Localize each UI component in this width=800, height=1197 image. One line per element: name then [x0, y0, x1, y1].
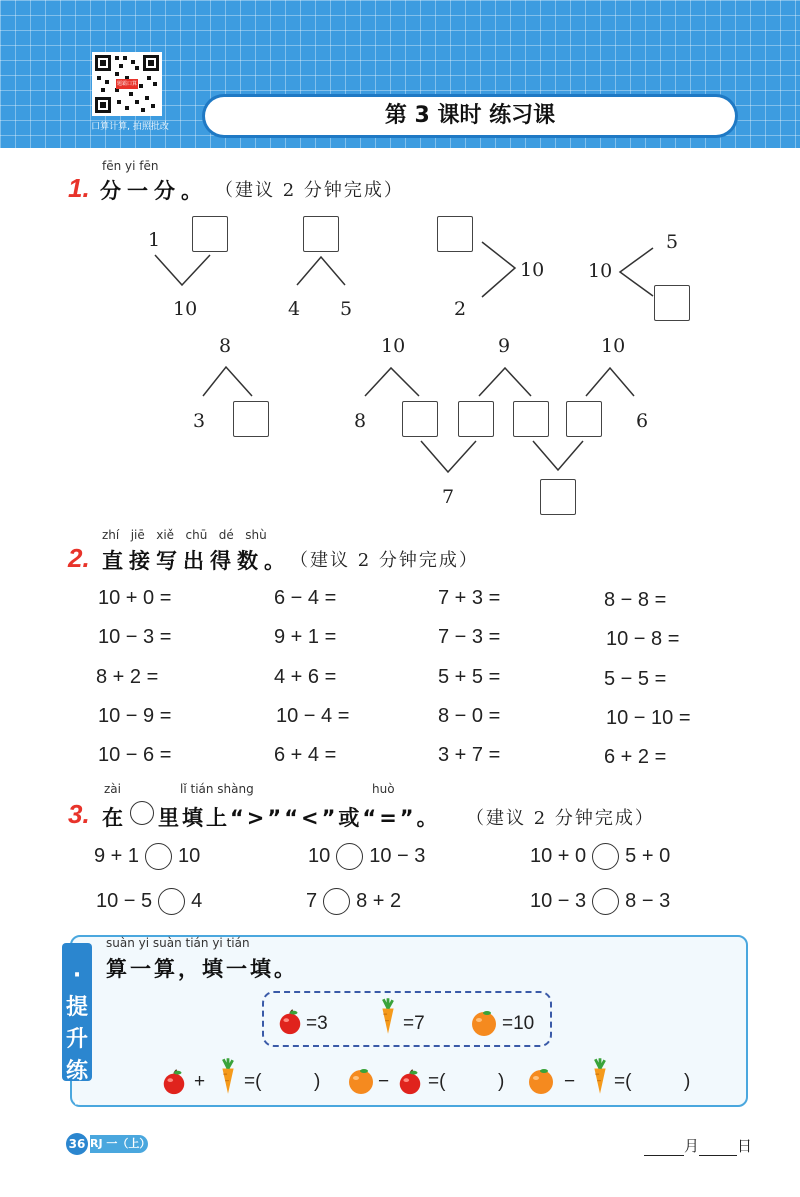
expr3-eq: =(	[614, 1071, 632, 1092]
q3-right: 5 + 0	[625, 844, 671, 867]
q1-pinyin: fēn yi fēn	[102, 159, 159, 173]
q2-expr: 8 + 2 =	[96, 666, 159, 688]
extra-text: 算一算，填一填。	[106, 957, 298, 981]
expr2-eq: =(	[428, 1071, 446, 1092]
q3-answer-circle[interactable]	[158, 888, 185, 915]
q3-item	[530, 843, 670, 870]
apple-icon	[160, 1068, 188, 1096]
q1-t7-answer-box-left[interactable]	[458, 401, 494, 437]
q3-pinyin-c: huò	[372, 782, 395, 796]
expr1-op: +	[194, 1071, 206, 1092]
qr-caption: 口算计算, 拍照批改	[91, 122, 169, 132]
expr1-close: )	[314, 1071, 321, 1092]
expr1-answer-slot[interactable]	[266, 1068, 310, 1094]
q1-t6-left: 8	[354, 410, 367, 432]
qr-inner-label: 题霸口算	[116, 81, 137, 87]
q3-left: 10 − 5	[96, 889, 153, 912]
q3-left: 10 + 0	[530, 844, 587, 867]
q3-item	[308, 843, 425, 870]
apple-icon	[396, 1068, 424, 1096]
q3-pinyin-a: zài	[104, 782, 121, 796]
q1-t5-answer-box[interactable]	[233, 401, 269, 437]
q1-t3-bottom: 2	[454, 298, 467, 320]
q1-t2-left: 4	[288, 298, 301, 320]
q1-t6-answer-box[interactable]	[402, 401, 438, 437]
q2-pinyin-3: xiě	[156, 528, 175, 542]
q3-left: 7	[306, 889, 318, 912]
q2-expr: 10 − 10 =	[606, 707, 691, 729]
legend-apple-value: =3	[306, 1013, 328, 1034]
q3-right: 10 − 3	[369, 844, 426, 867]
edition-label: RJ 一（上）	[90, 1135, 148, 1153]
q2-expr: 3 + 7 =	[438, 744, 501, 766]
date-field	[644, 1135, 752, 1156]
orange-icon	[469, 1008, 499, 1038]
expr3-op: −	[564, 1071, 576, 1092]
carrot-icon	[586, 1056, 614, 1096]
q1-t1-known: 1	[148, 229, 161, 251]
q1-t7-top: 9	[498, 335, 511, 357]
q3-right: 10	[178, 844, 201, 867]
q3-pinyin-b: lǐ tián shàng	[180, 782, 254, 796]
q1-t2-right: 5	[340, 298, 353, 320]
q1-t5-left: 3	[193, 410, 206, 432]
q3-right: 4	[191, 889, 203, 912]
q1-tree-lines	[0, 0, 800, 530]
q2-pinyin-6: shù	[245, 528, 267, 542]
q2-expr: 6 + 4 =	[274, 744, 337, 766]
q2-expr: 9 + 1 =	[274, 626, 337, 648]
q2-expr: 8 − 8 =	[604, 589, 667, 611]
q3-left: 10 − 3	[530, 889, 587, 912]
q1-t1-total: 10	[173, 298, 198, 320]
q3-answer-circle[interactable]	[336, 843, 363, 870]
q3-answer-circle[interactable]	[592, 888, 619, 915]
q2-expr: 10 − 8 =	[606, 628, 680, 650]
page-number: 36	[66, 1133, 88, 1155]
q2-pinyin-4: chū	[185, 528, 208, 542]
q1-t7-answer-box-right[interactable]	[513, 401, 549, 437]
carrot-icon	[214, 1056, 242, 1096]
legend-orange-value: =10	[502, 1013, 535, 1034]
q3-text-b: 里填上“>”“<”或“=”。	[158, 806, 441, 830]
day-blank[interactable]	[699, 1139, 737, 1156]
carrot-icon	[374, 997, 402, 1035]
apple-icon	[276, 1008, 304, 1036]
orange-icon	[526, 1066, 556, 1096]
q2-pinyin-1: zhí	[102, 528, 120, 542]
q3-hint: （建议 2 分钟完成）	[466, 808, 655, 829]
month-blank[interactable]	[644, 1139, 684, 1156]
q3-answer-circle[interactable]	[592, 843, 619, 870]
month-label: 月	[684, 1137, 700, 1155]
expr3-answer-slot[interactable]	[636, 1068, 680, 1094]
lesson-title: 第 3 课时 练习课	[384, 103, 556, 128]
q3-right: 8 − 3	[625, 889, 671, 912]
q2-text: 直接写出得数。	[102, 549, 291, 573]
q3-item	[306, 888, 401, 915]
q2-expr: 5 − 5 =	[604, 668, 667, 690]
q1-t6-top: 10	[381, 335, 406, 357]
q1-t3-total: 10	[520, 259, 545, 281]
expr2-close: )	[498, 1071, 505, 1092]
q2-pinyin-5: dé	[218, 528, 234, 542]
q2-expr: 7 + 3 =	[438, 587, 501, 609]
q1-t4-total: 10	[588, 260, 613, 282]
q1-t5-top: 8	[219, 335, 232, 357]
q1-t2-answer-box[interactable]	[303, 216, 339, 252]
q1-t8-right: 6	[636, 410, 649, 432]
expr1-eq: =(	[244, 1071, 262, 1092]
q2-expr: 4 + 6 =	[274, 666, 337, 688]
q3-item	[96, 888, 202, 915]
q2-expr: 5 + 5 =	[438, 666, 501, 688]
q3-left: 10	[308, 844, 331, 867]
q2-hint: （建议 2 分钟完成）	[290, 550, 479, 571]
q3-item	[530, 888, 670, 915]
q1-t1-answer-box[interactable]	[192, 216, 228, 252]
expr2-answer-slot[interactable]	[450, 1068, 494, 1094]
q2-expr: 6 − 4 =	[274, 587, 337, 609]
orange-icon	[346, 1066, 376, 1096]
q3-text-a: 在	[102, 806, 129, 830]
q2-expr: 6 + 2 =	[604, 746, 667, 768]
q2-number: 2.	[68, 543, 90, 573]
q2-expr: 10 − 6 =	[98, 744, 172, 766]
q3-circle-symbol	[130, 801, 154, 825]
q1-t8-top: 10	[601, 335, 626, 357]
q1-hint: （建议 2 分钟完成）	[215, 180, 404, 201]
day-label: 日	[737, 1137, 753, 1155]
extra-pinyin: suàn yi suàn tián yi tián	[106, 936, 250, 950]
q3-number: 3.	[68, 799, 90, 829]
q2-expr: 8 − 0 =	[438, 705, 501, 727]
legend-carrot-value: =7	[403, 1013, 425, 1034]
q1-t10-answer-box[interactable]	[540, 479, 576, 515]
expr3-close: )	[684, 1071, 691, 1092]
q2-expr: 10 − 9 =	[98, 705, 172, 727]
q3-right: 8 + 2	[356, 889, 402, 912]
q3-left: 9 + 1	[94, 844, 140, 867]
extra-practice-label: ·提升练·	[65, 963, 88, 1116]
q1-t3-answer-box[interactable]	[437, 216, 473, 252]
q1-t4-known: 5	[666, 231, 679, 253]
q2-expr: 10 − 4 =	[276, 705, 350, 727]
q2-expr: 7 − 3 =	[438, 626, 501, 648]
q1-t8-answer-box[interactable]	[566, 401, 602, 437]
q1-t9-bottom: 7	[442, 486, 455, 508]
q3-answer-circle[interactable]	[145, 843, 172, 870]
q1-number: 1.	[68, 173, 90, 203]
q1-t4-answer-box[interactable]	[654, 285, 690, 321]
expr2-op: −	[378, 1071, 390, 1092]
q3-answer-circle[interactable]	[323, 888, 350, 915]
q1-text: 分一分。	[100, 179, 208, 203]
q2-expr: 10 + 0 =	[98, 587, 172, 609]
q2-pinyin-2: jiē	[130, 528, 145, 542]
q3-item	[94, 843, 200, 870]
q2-expr: 10 − 3 =	[98, 626, 172, 648]
